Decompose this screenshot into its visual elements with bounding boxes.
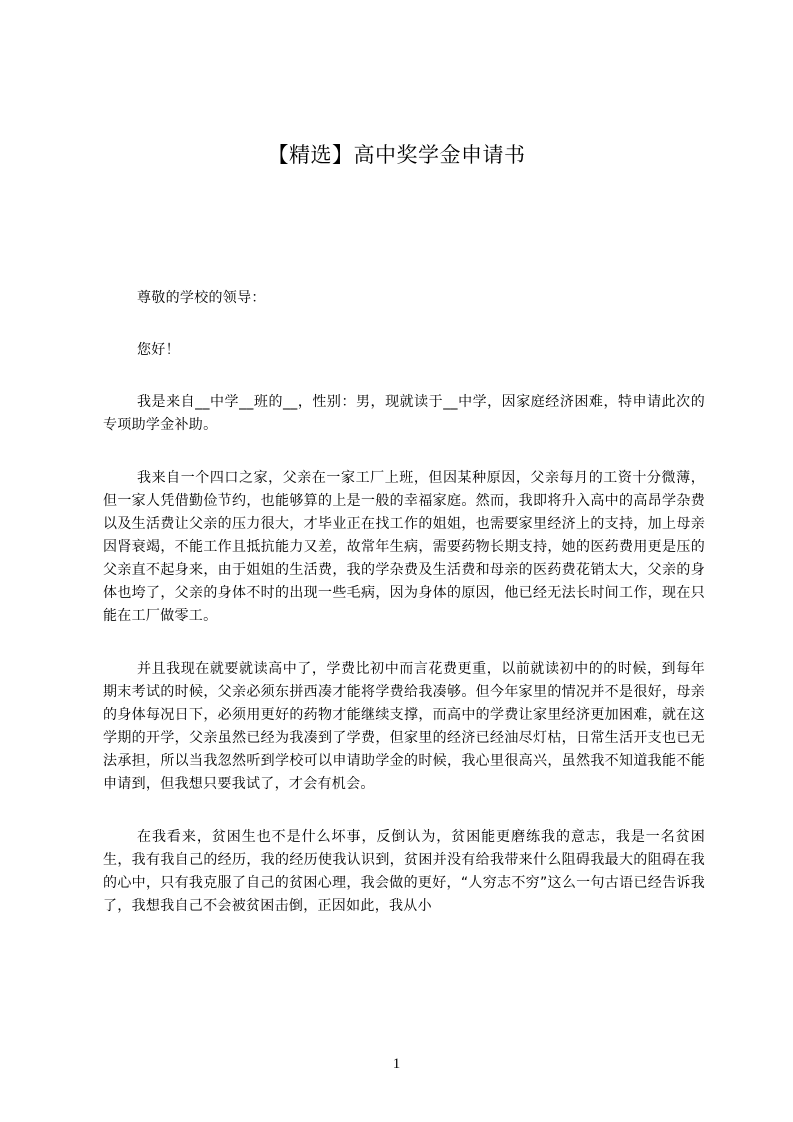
page-number: 1 [392, 1056, 401, 1072]
paragraph-introduction: 我是来自__中学__班的__，性别：男，现就读于__中学，因家庭经济困难，特申请此次的专项助学金补助。 [103, 394, 705, 433]
paragraph-tuition-difficulty: 并且我现在就要就读高中了，学费比初中而言花费更重，以前就读初中的的时候，到每年期末考试的时候，父亲必须东拼西凑才能将学费给我凑够。但今年家里的情况并不是很好，母亲的身体每况日下，必须用更好的药物才能继续支撑，而高中的学费让家里经济更加困难，就在这学期的开学，父亲虽然已经为我凑到了学费，但家里的经济已经油尽灯枯，日常生活开支也已无法承担，所以当我忽然听到学校可以申请助学金的时候，我心里很高兴，虽然我不知道我能不能申请到，但我想只要我试了，才会有机会。 [103, 661, 705, 792]
paragraph-family-situation: 我来自一个四口之家，父亲在一家工厂上班，但因某种原因，父亲每月的工资十分微薄，但一家人凭借勤俭节约，也能够算的上是一般的幸福家庭。然而，我即将升入高中的高昂学杂费以及生活费让父亲的压力很大，才毕业正在找工作的姐姐，也需要家里经济上的支持，加上母亲因肾衰竭，不能工作且抵抗能力又差，故常年生病，需要药物长期支持，她的医药费用更是压的父亲直不起身来，由于姐姐的生活费，我的学杂费及生活费和母亲的医药费花销太大，父亲的身体也垮了，父亲的身体不时的出现一些毛病，因为身体的原因，他已经无法长时间工作，现在只能在工厂做零工。 [103, 470, 705, 624]
paragraph-attitude: 在我看来，贫困生也不是什么坏事，反倒认为，贫困能更磨练我的意志，我是一名贫困生，我有我自己的经历，我的经历使我认识到，贫困并没有给我带来什么阻碍我最大的阻碍在我的心中，只有我克服了自己的贫困心理，我会做的更好，“人穷志不穷”这么一句古语已经告诉我了，我想我自己不会被贫困击倒，正因如此，我从小 [103, 829, 705, 914]
greeting: 您好！ [137, 342, 180, 358]
document-body [103, 287, 705, 948]
document-title: 【精选】高中奖学金申请书 [267, 143, 526, 167]
salutation: 尊敬的学校的领导： [137, 290, 266, 306]
